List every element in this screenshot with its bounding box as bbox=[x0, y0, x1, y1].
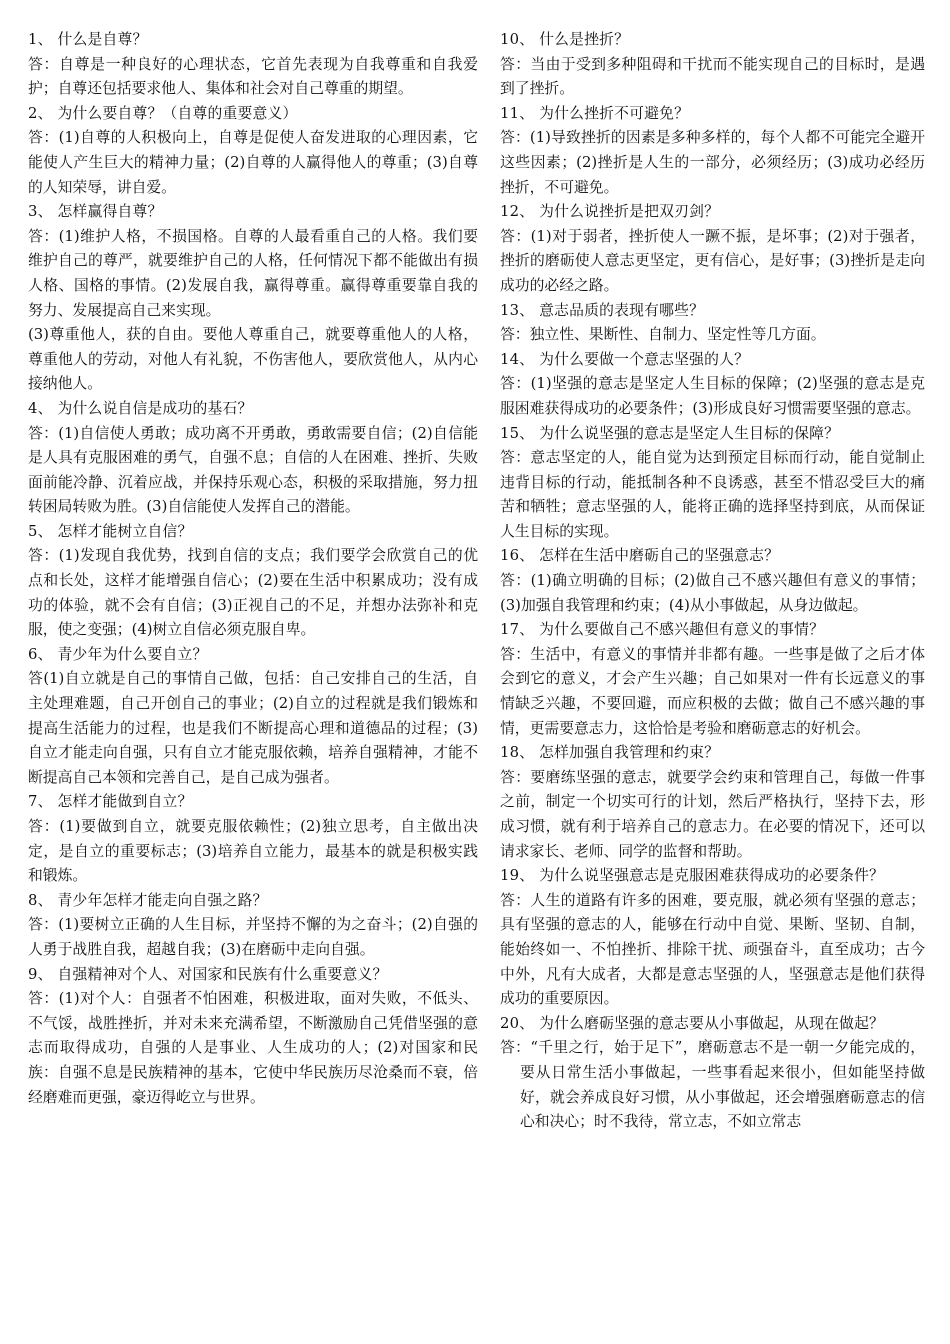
qa-item-3 bbox=[28, 200, 478, 397]
answer-8: 答：(1)要树立正确的人生目标，并坚持不懈的为之奋斗；(2)自强的人勇于战胜自我，超越自我；(3)在磨砺中走向自强。 bbox=[28, 916, 478, 958]
answer-5: 答：(1)发现自我优势，找到自信的支点；我们要学会欣赏自己的优点和长处，这样才能增强自信心；(2)要在生活中积累成功；没有成功的体验，就不会有自信；(3)正视自己的不足，并想办法弥补和克服，使之变强；(4)树立自信必须克服自卑。 bbox=[28, 547, 478, 639]
question-5: 5、 怎样才能树立自信？ bbox=[28, 522, 193, 540]
question-1: 1、 什么是自尊？ bbox=[28, 31, 148, 48]
qa-item-14 bbox=[500, 348, 925, 422]
qa-item-11 bbox=[500, 102, 925, 200]
question-16: 16、 怎样在生活中磨砺自己的坚强意志？ bbox=[500, 547, 780, 565]
question-12: 12、 为什么说挫折是把双刃剑？ bbox=[500, 203, 720, 221]
qa-item-20 bbox=[500, 1012, 925, 1135]
answer-3-continued: (3)尊重他人，获的自由。要他人尊重自己，就要尊重他人的人格，尊重他人的劳动，对他人有礼貌，不伤害他人，要欣赏他人，从内心接纳他人。 bbox=[28, 326, 478, 393]
answer-4: 答：(1)自信使人勇敢；成功离不开勇敢，勇敢需要自信；(2)自信能是人具有克服困难的勇气，自强不息；自信的人在困难、挫折、失败面前能冷静、沉着应战，并保持乐观心态，积极的采取措施，努力扭转困局转败为胜。(3)自信能使人发挥自己的潜能。 bbox=[28, 424, 478, 516]
question-7: 7、 怎样才能做到自立？ bbox=[28, 793, 193, 811]
question-8: 8、 青少年怎样才能走向自强之路？ bbox=[28, 891, 268, 909]
answer-3: 答：(1)维护人格，不损国格。自尊的人最看重自己的人格。我们要维护自己的尊严，就要维护自己的人格，任何情况下都不能做出有损人格、国格的事情。(2)发展自我，赢得尊重。赢得尊重要靠自我的努力、发展提高自己来实现。 bbox=[28, 227, 478, 319]
question-19: 19、 为什么说坚强意志是克服困难获得成功的必要条件？ bbox=[500, 867, 885, 885]
qa-item-2 bbox=[28, 102, 478, 200]
answer-15: 答：意志坚定的人，能自觉为达到预定目标而行动，能自觉制止违背目标的行动，能抵制各种不良诱惑，甚至不惜忍受巨大的痛苦和牺牲；意志坚强的人，能将正确的选择坚持到底，从而保证人生目标的实现。 bbox=[500, 449, 925, 540]
qa-item-10 bbox=[500, 28, 925, 102]
question-13: 13、 意志品质的表现有哪些？ bbox=[500, 301, 705, 319]
answer-9: 答：(1)对个人：自强者不怕困难，积极进取，面对失败，不低头、不气馁，战胜挫折，并对未来充满希望，不断激励自己凭借坚强的意志而取得成功，自强的人是事业、人生成功的人；(2)对国家和民族：自强不息是民族精神的基本，它使中华民族历尽沧桑而不衰，倍经磨难而更强，豪迈得屹立与世界。 bbox=[28, 990, 478, 1106]
answer-10: 答：当由于受到多种阻碍和干扰而不能实现自己的目标时，是遇到了挫折。 bbox=[500, 55, 925, 98]
qa-item-7 bbox=[28, 790, 478, 888]
answer-2: 答：(1)自尊的人积极向上，自尊是促使人奋发进取的心理因素，它能使人产生巨大的精神力量；(2)自尊的人赢得他人的尊重；(3)自尊的人知荣辱，讲自爱。 bbox=[28, 129, 478, 196]
qa-item-18 bbox=[500, 741, 925, 864]
question-9: 9、 自强精神对个人、对国家和民族有什么重要意义？ bbox=[28, 965, 388, 983]
qa-item-17 bbox=[500, 618, 925, 741]
answer-14: 答：(1)坚强的意志是坚定人生目标的保障；(2)坚强的意志是克服困难获得成功的必要条件；(3)形成良好习惯需要坚强的意志。 bbox=[500, 375, 925, 417]
qa-item-12 bbox=[500, 200, 925, 298]
question-11: 11、 为什么挫折不可避免？ bbox=[500, 104, 690, 122]
question-6: 6、 青少年为什么要自立？ bbox=[28, 645, 208, 663]
qa-item-8 bbox=[28, 889, 478, 963]
answer-11: 答：(1)导致挫折的因素是多种多样的，每个人都不可能完全避开这些因素；(2)挫折是人生的一部分，必须经历；(3)成功必经历挫折，不可避免。 bbox=[500, 129, 925, 196]
question-2: 2、 为什么要自尊？（自尊的重要意义） bbox=[28, 104, 298, 122]
qa-item-9 bbox=[28, 963, 478, 1111]
qa-item-6 bbox=[28, 643, 478, 791]
answer-20: 答：“千里之行，始于足下”，磨砺意志不是一朝一夕能完成的，要从日常生活小事做起，一些事看起来很小，但如能坚持做好，就会养成良好习惯，从小事做起，还会增强磨砺意志的信心和决心；时不我待，常立志，不如立常志 bbox=[500, 1039, 925, 1131]
qa-item-13 bbox=[500, 299, 925, 348]
question-3: 3、 怎样赢得自尊？ bbox=[28, 203, 163, 221]
answer-6: 答(1)自立就是自己的事情自己做，包括：自己安排自己的生活，自主处理难题，自己开创自己的事业；(2)自立的过程就是我们锻炼和提高生活能力的过程，也是我们不断提高心理和道德品的过程；(3)自立才能走向自强，只有自立才能克服依赖，培养自强精神，才能不断提高自己本领和完善自己，是自己成为强者。 bbox=[28, 670, 478, 786]
qa-item-1 bbox=[28, 28, 478, 102]
answer-7: 答：(1)要做到自立，就要克服依赖性；(2)独立思考，自主做出决定，是自立的重要标志；(3)培养自立能力，最基本的就是积极实践和锻炼。 bbox=[28, 818, 478, 885]
answer-13: 答：独立性、果断性、自制力、坚定性等几方面。 bbox=[500, 326, 826, 344]
question-10: 10、 什么是挫折？ bbox=[500, 31, 630, 48]
question-15: 15、 为什么说坚强的意志是坚定人生目标的保障？ bbox=[500, 424, 840, 442]
question-20: 20、 为什么磨砺坚强的意志要从小事做起，从现在做起？ bbox=[500, 1014, 885, 1032]
question-14: 14、 为什么要做一个意志坚强的人？ bbox=[500, 350, 750, 368]
qa-item-16 bbox=[500, 544, 925, 618]
left-column bbox=[28, 28, 478, 1110]
qa-item-5 bbox=[28, 520, 478, 643]
answer-17: 答：生活中，有意义的事情并非都有趣。一些事是做了之后才体会到它的意义，才会产生兴趣；自己如果对一件有长远意义的事情缺乏兴趣，不要回避，而应积极的去做；做自己不感兴趣的事情，更需要意志力，这恰恰是考验和磨砺意志的好机会。 bbox=[500, 645, 925, 737]
right-column bbox=[500, 28, 925, 1135]
qa-item-19 bbox=[500, 864, 925, 1012]
answer-12: 答：(1)对于弱者，挫折使人一蹶不振，是坏事；(2)对于强者，挫折的磨砺使人意志更坚定，更有信心，是好事；(3)挫折是走向成功的必经之路。 bbox=[500, 227, 925, 294]
qa-item-15 bbox=[500, 422, 925, 545]
answer-16: 答：(1)确立明确的目标；(2)做自己不感兴趣但有意义的事情；(3)加强自我管理和约束；(4)从小事做起，从身边做起。 bbox=[500, 572, 925, 614]
question-17: 17、 为什么要做自己不感兴趣但有意义的事情？ bbox=[500, 621, 825, 639]
qa-item-4 bbox=[28, 397, 478, 520]
answer-18: 答：要磨练坚强的意志，就要学会约束和管理自己，每做一件事之前，制定一个切实可行的计划，然后严格执行，坚持下去，形成习惯，就有利于培养自己的意志力。在必要的情况下，还可以请求家长、老师、同学的监督和帮助。 bbox=[500, 768, 925, 860]
answer-1: 答：自尊是一种良好的心理状态，它首先表现为自我尊重和自我爱护；自尊还包括要求他人、集体和社会对自己尊重的期望。 bbox=[28, 55, 478, 98]
question-4: 4、 为什么说自信是成功的基石？ bbox=[28, 399, 253, 417]
answer-19: 答：人生的道路有许多的困难，要克服，就必须有坚强的意志；具有坚强的意志的人，能够在行动中自觉、果断、坚韧、自制，能始终如一、不怕挫折、排除干扰、顽强奋斗，直至成功；古今中外，凡有大成者，大都是意志坚强的人，坚强意志是他们获得成功的重要原因。 bbox=[500, 891, 925, 1008]
question-18: 18、 怎样加强自我管理和约束？ bbox=[500, 744, 720, 762]
